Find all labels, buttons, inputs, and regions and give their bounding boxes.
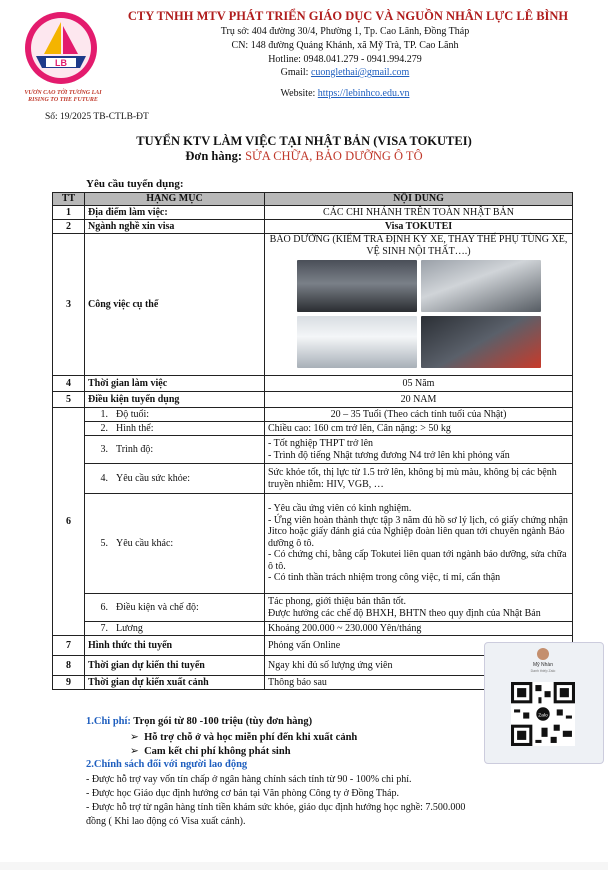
condition-row: 6. Điều kiện và chế độ: Tác phong, giới thiệu bản thân tốt. Được hưởng các chế độ BHXH, BHTN theo quy định của Nhật Bản — [53, 594, 573, 622]
requirements-table — [52, 192, 573, 690]
policy-line: - Được hỗ trợ vay vốn tín chấp ở ngân hàng chính sách tỉnh từ 90 - 100% chi phí. — [86, 774, 412, 785]
qr-code-icon — [511, 682, 575, 746]
table-row: 7 Hình thức thi tuyển Phỏng vấn Online — [53, 636, 573, 656]
hotline-line: Hotline: 0948.041.279 - 0941.994.279 — [268, 54, 422, 65]
qr-owner-name: Mỹ Nhàn — [532, 662, 553, 668]
gmail-link[interactable]: cuonglethai@gmail.com — [310, 67, 410, 78]
condition-row: 7. Lương Khoảng 200.000 ~ 230.000 Yên/tháng — [53, 622, 573, 636]
table-row: 8 Thời gian dự kiến thi tuyển Ngay khi đủ số lượng ứng viên — [53, 656, 573, 676]
cost-bullet: ➢ Hỗ trợ chỗ ở và học miễn phí đến khi xuất cảnh — [130, 732, 358, 743]
photo-engine-check — [297, 260, 417, 312]
photo-engine-repair — [421, 316, 541, 368]
policy-line: - Được học Giáo dục định hướng cơ bản tại Văn phòng Công ty ở Đồng Tháp. — [86, 788, 399, 799]
table-row: 3 Công việc cụ thể BẢO DƯỠNG (KIỂM TRA ĐỊNH KỲ XE, THAY THẾ PHỤ TÙNG XE, VỆ SINH NỘI THẤT….) — [53, 234, 573, 376]
table-row: 1 Địa điểm làm việc: CÁC CHI NHÁNH TRÊN TOÀN NHẬT BẢN — [53, 206, 573, 220]
photo-wheel-service — [421, 260, 541, 312]
document-number: Số: 19/2025 TB-CTLB-ĐT — [45, 112, 149, 122]
condition-row: 2. Hình thể: Chiều cao: 160 cm trở lên, Cân nặng: > 50 kg — [53, 422, 573, 436]
logo-slogan: VƯƠN CAO TỚI TƯƠNG LAI RISING TO THE FUTURE — [24, 90, 102, 103]
table-row: 9 Thời gian dự kiến xuất cảnh Thông báo sau — [53, 676, 573, 690]
gmail-line: Gmail: cuonglethai@gmail.com — [280, 67, 410, 78]
condition-row: 3. Trình độ: - Tốt nghiệp THPT trở lên - Trình độ tiếng Nhật tương đương N4 trở lên khi phỏng vấn — [53, 436, 573, 464]
job-photos — [297, 260, 541, 368]
company-name: CTY TNHH MTV PHÁT TRIỂN GIÁO DỤC VÀ NGUỒN NHÂN LỰC LÊ BÌNH — [127, 9, 569, 23]
order-line: Đơn hàng: SỬA CHỮA, BẢO DƯỠNG Ô TÔ — [185, 149, 423, 163]
policy-heading: 2.Chính sách đối với người lao động — [86, 759, 248, 770]
logo-mark: LB — [55, 58, 67, 68]
cost-bullet: ➢ Cam kết chi phí không phát sinh — [130, 746, 291, 757]
table-row: 4 Thời gian làm việc 05 Năm — [53, 376, 573, 392]
qr-subtitle: Danh thiếp Zalo — [530, 669, 556, 673]
job-description: BẢO DƯỠNG (KIỂM TRA ĐỊNH KỲ XE, THAY THẾ PHỤ TÙNG XE, VỆ SINH NỘI THẤT….) — [269, 234, 568, 257]
arrow-icon: ➢ — [130, 732, 139, 743]
address-line: Trụ sở: 404 đường 30/4, Phường 1, Tp. Cao Lãnh, Đồng Tháp — [220, 26, 470, 37]
arrow-icon: ➢ — [130, 746, 139, 757]
header-content: NỘI DUNG — [265, 193, 573, 206]
condition-row: 6 1. Độ tuổi: 20 – 35 Tuổi (Theo cách tính tuổi của Nhật) — [53, 408, 573, 422]
photo-car-front — [297, 316, 417, 368]
page-title: TUYỂN KTV LÀM VIỆC TẠI NHẬT BẢN (VISA TOKUTEI) — [136, 134, 472, 148]
website-line: Website: https://lebinhco.edu.vn — [280, 88, 410, 99]
table-row: 2 Ngành nghề xin visa Visa TOKUTEI — [53, 220, 573, 234]
company-logo — [22, 8, 100, 100]
avatar — [537, 648, 549, 660]
header-tt: TT — [53, 193, 85, 206]
requirements-heading: Yêu cầu tuyển dụng: — [86, 178, 184, 190]
qr-center-label: Zalo — [538, 713, 548, 719]
table-row: 5 Điều kiện tuyển dụng 20 NAM — [53, 392, 573, 408]
order-value: SỬA CHỮA, BẢO DƯỠNG Ô TÔ — [245, 149, 423, 163]
condition-row: 5. Yêu cầu khác: - Yêu cầu ứng viên có kinh nghiệm. - Ứng viên hoàn thành thực tập 3 năm đủ hồ sơ lý lịch, có giấy chứng nhận Jitco hoặc giấy đánh giá của Nghiệp đoàn liên quan tới chuyên ngành Bảo dưỡng ô tô. - Có chứng chỉ, bằng cấp Tokutei liên quan tới ngành bảo dưỡng, sửa chữa ô tô. - Có tinh thần trách nhiệm trong công việc, tỉ mỉ, cẩn thận — [53, 494, 573, 594]
policy-line: đồng ( Khi lao động có Visa xuất cảnh). — [86, 816, 246, 827]
policy-line: - Được hỗ trợ từ ngân hàng tỉnh tiền khám sức khỏe, giáo dục định hướng học nghề: 7.500.000 — [86, 802, 466, 813]
cost-line: 1.Chi phí: Trọn gói từ 80 -100 triệu (tùy đơn hàng) — [86, 716, 313, 727]
header-item: HẠNG MỤC — [85, 193, 265, 206]
table-header-row — [53, 193, 573, 206]
website-link[interactable]: https://lebinhco.edu.vn — [317, 88, 410, 99]
branch-line: CN: 148 đường Quảng Khánh, xã Mỹ Trà, TP. Cao Lãnh — [231, 40, 459, 51]
condition-row: 4. Yêu cầu sức khỏe: Sức khỏe tốt, thị lực từ 1.5 trở lên, không bị mù màu, không bị các bệnh truyền nhiễm: HIV, VGB, … — [53, 464, 573, 494]
